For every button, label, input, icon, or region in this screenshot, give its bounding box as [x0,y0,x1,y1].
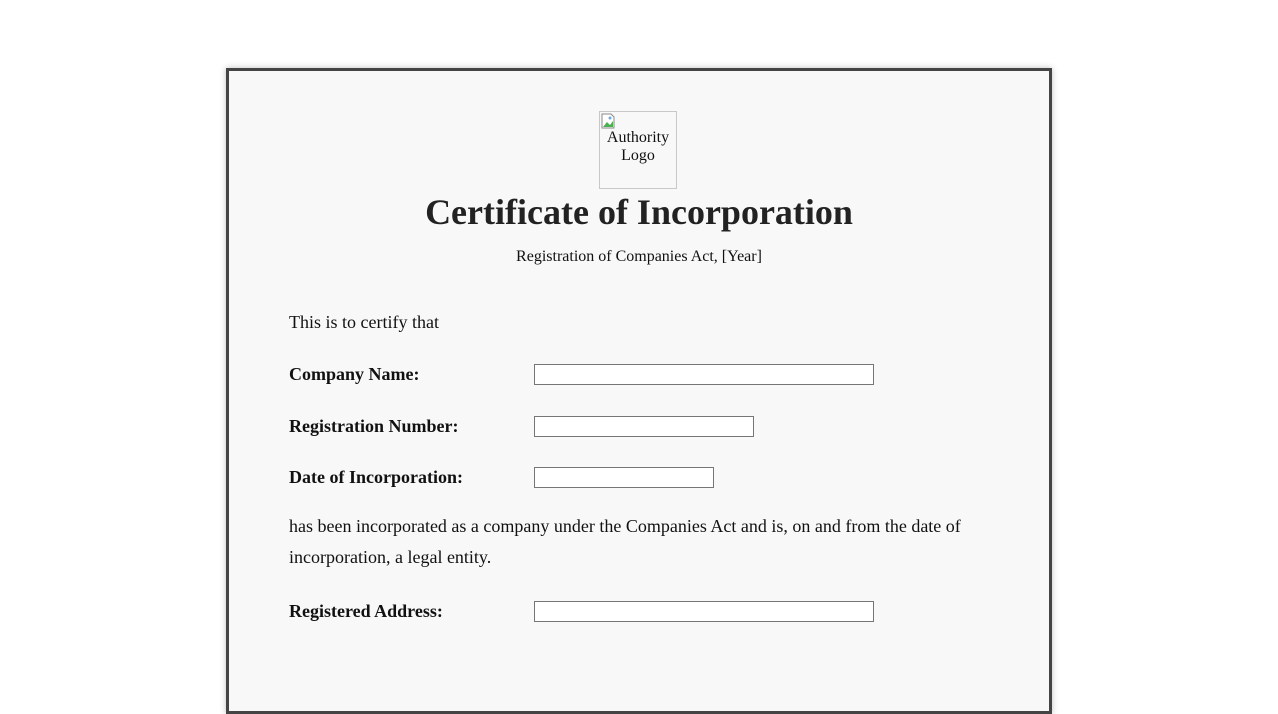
certificate-document [226,68,1052,714]
registration-number-input[interactable] [534,416,754,437]
certificate-title: Certificate of Incorporation [425,192,853,232]
company-name-label: Company Name: [289,364,420,384]
date-of-incorporation-input[interactable] [534,467,714,488]
broken-image-icon [601,113,615,129]
certificate-subtitle: Registration of Companies Act, [Year] [516,248,762,265]
company-name-row [289,362,989,386]
intro-text: This is to certify that [289,312,439,332]
incorporation-statement: has been incorporated as a company under the Companies Act and is, on and from the date of incorporation, a legal entity. [289,516,961,567]
company-name-input[interactable] [534,364,874,385]
registered-address-input[interactable] [534,601,874,622]
date-of-incorporation-row [289,465,989,489]
registration-number-label: Registration Number: [289,416,459,436]
date-of-incorporation-label: Date of Incorporation: [289,467,463,487]
logo-alt-text: Authority Logo [606,129,670,164]
registered-address-row [289,599,989,623]
registered-address-label: Registered Address: [289,601,443,621]
authority-logo-image [599,111,677,189]
registration-number-row [289,414,989,438]
